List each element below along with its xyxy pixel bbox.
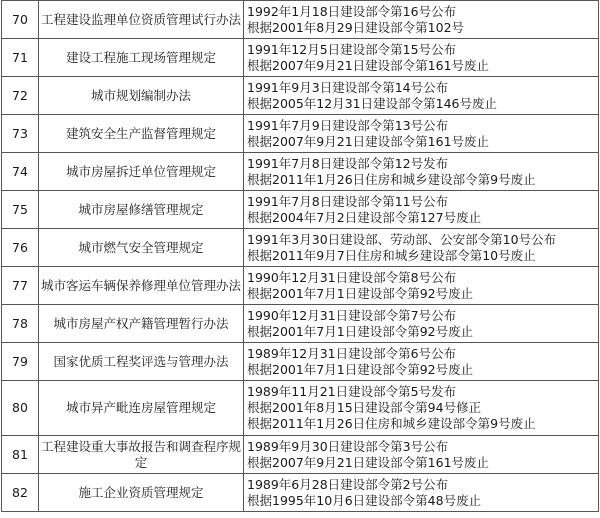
regulation-notes [244,1,599,39]
regulation-name: 国家优质工程奖评选与管理办法 [39,343,244,381]
note-line: 根据2007年9月21日建设部令第161号废止 [247,57,490,73]
regulation-notes [244,436,599,474]
table-row [2,267,599,305]
regulation-notes [244,77,599,115]
note-line: 1991年12月5日建设部令第15号公布 [247,41,457,57]
regulation-name: 城市规划编制办法 [39,77,244,115]
note-line: 根据2001年8月15日建设部令第94号修正 [247,400,482,415]
regulation-notes [244,381,599,436]
regulation-notes [244,39,599,77]
note-line: 1989年9月30日建设部令第3号公布 [247,438,449,454]
row-number: 79 [2,343,39,381]
note-line: 1991年3月30日建设部、劳动部、公安部令第10号公布 [247,231,557,247]
note-line: 根据2004年7月2日建设部令第127号废止 [247,209,482,225]
regulation-name: 城市房屋修缮管理规定 [39,191,244,229]
note-line: 根据2007年9月21日建设部令第161号废止 [247,133,490,149]
regulation-name: 城市燃气安全管理规定 [39,229,244,267]
regulation-name: 城市房屋拆迁单位管理规定 [39,153,244,191]
row-number: 73 [2,115,39,153]
note-line: 1990年12月31日建设部令第8号公布 [247,269,457,285]
table-row [2,343,599,381]
table-row [2,191,599,229]
note-line: 1991年9月3日建设部令第14号公布 [247,79,449,95]
row-number: 80 [2,381,39,436]
note-line: 根据2011年1月26日住房和城乡建设部令第9号废止 [247,416,536,431]
note-line: 根据2001年8月29日建设部令第102号 [247,19,465,35]
table-row [2,436,599,474]
regulation-name: 施工企业资质管理规定 [39,474,244,512]
regulation-name: 城市房屋产权产籍管理暂行办法 [39,305,244,343]
regulation-notes [244,191,599,229]
note-line: 1991年7月9日建设部令第13号公布 [247,117,449,133]
row-number: 81 [2,436,39,474]
note-line: 1989年6月28日建设部令第2号公布 [247,476,449,492]
table-row [2,1,599,39]
table-row [2,474,599,512]
table-row [2,115,599,153]
note-line: 1992年1月18日建设部令第16号公布 [247,3,457,19]
note-line: 根据2005年12月31日建设部令第146号废止 [247,95,497,111]
regulations-table [1,0,599,512]
table-row [2,39,599,77]
table-row [2,305,599,343]
regulation-name: 城市异产毗连房屋管理规定 [39,381,244,436]
regulation-name: 城市客运车辆保养修理单位管理办法 [39,267,244,305]
row-number: 78 [2,305,39,343]
regulation-name: 建筑安全生产监督管理规定 [39,115,244,153]
row-number: 72 [2,77,39,115]
regulation-notes [244,229,599,267]
note-line: 根据2001年7月1日建设部令第92号废止 [247,323,474,339]
note-line: 1989年12月31日建设部令第6号公布 [247,345,457,361]
note-line: 根据2011年9月7日住房和城乡建设部令第10号废止 [247,247,536,263]
table-row [2,229,599,267]
note-line: 根据2007年9月21日建设部令第161号废止 [247,454,490,470]
note-line: 1990年12月31日建设部令第7号公布 [247,307,457,323]
regulation-name: 工程建设重大事故报告和调查程序规定 [39,436,244,474]
note-line: 根据2001年7月1日建设部令第92号废止 [247,285,474,301]
row-number: 77 [2,267,39,305]
regulation-notes [244,115,599,153]
row-number: 70 [2,1,39,39]
regulation-notes [244,474,599,512]
regulation-notes [244,343,599,381]
note-line: 根据1995年10月6日建设部令第48号废止 [247,492,482,508]
row-number: 75 [2,191,39,229]
row-number: 74 [2,153,39,191]
note-line: 根据2001年7月1日建设部令第92号废止 [247,361,474,377]
table-row [2,77,599,115]
row-number: 71 [2,39,39,77]
regulation-notes [244,305,599,343]
note-line: 1989年11月21日建设部令第5号发布 [247,384,457,399]
table-row [2,153,599,191]
regulation-name: 建设工程施工现场管理规定 [39,39,244,77]
note-line: 1991年7月8日建设部令第12号发布 [247,155,449,171]
table-row [2,381,599,436]
regulations-table-body [2,1,599,512]
row-number: 82 [2,474,39,512]
row-number: 76 [2,229,39,267]
note-line: 根据2011年1月26日住房和城乡建设部令第9号废止 [247,171,536,187]
regulation-notes [244,153,599,191]
note-line: 1991年7月8日建设部令第11号公布 [247,193,449,209]
regulation-name: 工程建设监理单位资质管理试行办法 [39,1,244,39]
regulation-notes [244,267,599,305]
